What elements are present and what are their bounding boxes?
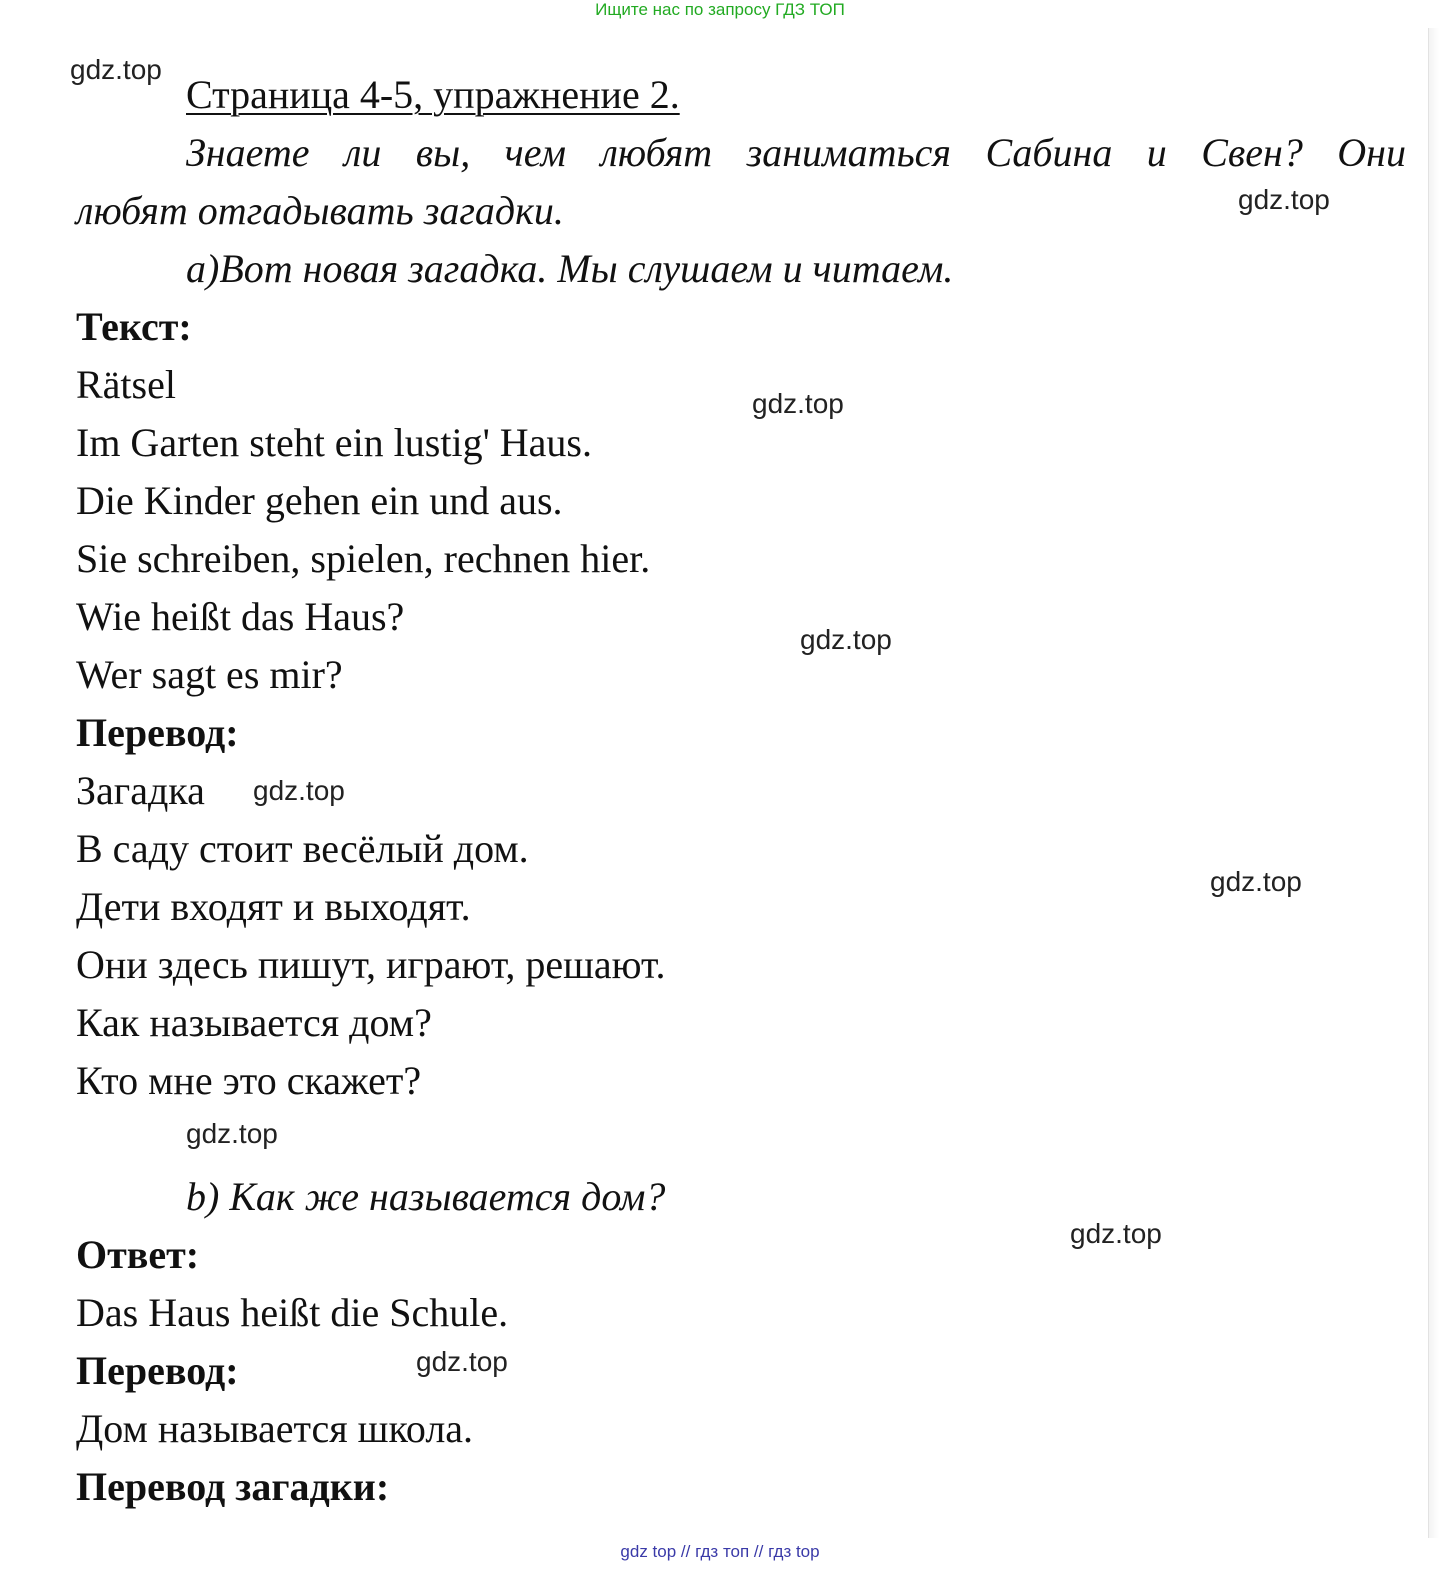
text-line: Im Garten steht ein lustig' Haus. [76, 420, 592, 465]
translation-line: В саду стоит весёлый дом. [76, 826, 529, 871]
watermark: gdz.top [253, 775, 345, 806]
answer-translation-heading: Перевод: [76, 1348, 239, 1393]
watermark: gdz.top [1210, 866, 1302, 897]
text-line: Wer sagt es mir? [76, 652, 343, 697]
top-banner[interactable]: Ищите нас по запросу ГДЗ ТОП [595, 0, 845, 19]
translation-line: Дети входят и выходят. [76, 884, 471, 929]
text-line: Die Kinder gehen ein und aus. [76, 478, 563, 523]
watermark: gdz.top [416, 1346, 508, 1377]
text-line: Rätsel [76, 362, 176, 407]
intro-line-2: любят отгадывать загадки. [76, 188, 564, 233]
riddle-translation-heading: Перевод загадки: [76, 1464, 390, 1509]
footer-links[interactable]: gdz top // гдз топ // гдз top [620, 1542, 820, 1561]
task-b: b) Как же называется дом? [186, 1174, 666, 1219]
exercise-title: Страница 4-5, упражнение 2. [186, 72, 680, 117]
translation-line: Они здесь пишут, играют, решают. [76, 942, 666, 987]
translation-line: Как называется дом? [76, 1000, 432, 1045]
watermark: gdz.top [1238, 184, 1330, 215]
translation-line: Загадка [76, 768, 205, 813]
page-edge-shadow [1428, 28, 1439, 1538]
watermark: gdz.top [800, 624, 892, 655]
text-line: Wie heißt das Haus? [76, 594, 405, 639]
task-a: а)Вот новая загадка. Мы слушаем и читаем. [186, 246, 954, 291]
answer-translation-line: Дом называется школа. [76, 1406, 474, 1451]
watermark: gdz.top [1070, 1218, 1162, 1249]
intro-line-1: Знаете ли вы, чем любят заниматься Сабина и Свен? Они [186, 130, 1406, 175]
text-line: Sie schreiben, spielen, rechnen hier. [76, 536, 651, 581]
answer-line: Das Haus heißt die Schule. [76, 1290, 509, 1335]
watermark: gdz.top [752, 388, 844, 419]
answer-heading: Ответ: [76, 1232, 200, 1277]
translation-heading: Перевод: [76, 710, 239, 755]
watermark: gdz.top [70, 54, 162, 85]
watermark: gdz.top [186, 1118, 278, 1149]
text-heading: Текст: [76, 304, 192, 349]
translation-line: Кто мне это скажет? [76, 1058, 422, 1103]
